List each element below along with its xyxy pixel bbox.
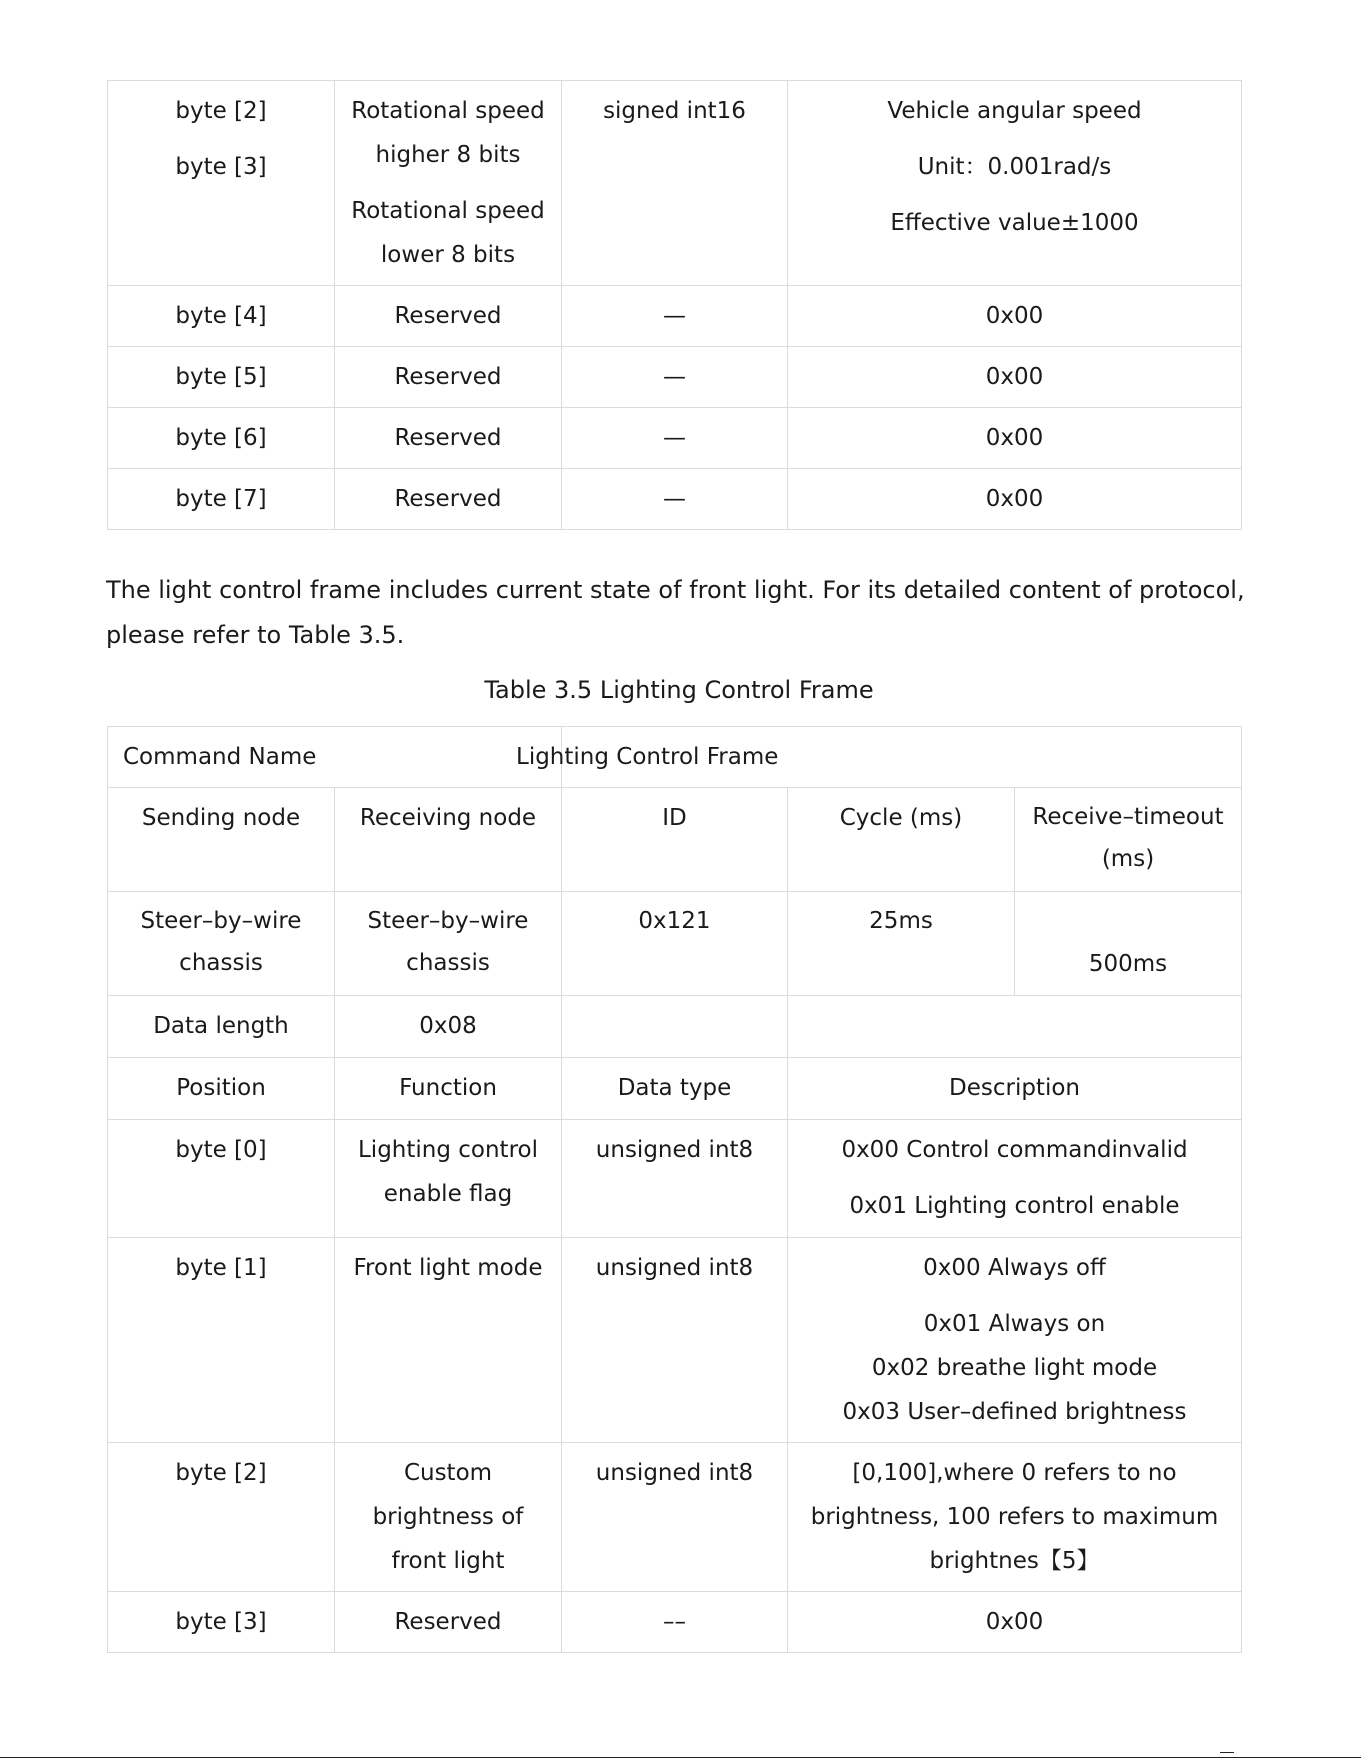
position-cell: byte [6] [108, 408, 335, 469]
table-row [108, 892, 1242, 996]
cycle-cell: 25ms [788, 892, 1015, 996]
function-header: Function [335, 1058, 562, 1120]
position-text: byte [3] [175, 154, 267, 180]
function-cell [335, 81, 562, 286]
table-row [108, 469, 1242, 530]
function-text: Rotational speed [351, 198, 545, 224]
data-type-cell: unsigned int8 [562, 1120, 788, 1238]
table-row [108, 727, 1242, 788]
position-cell: byte [5] [108, 347, 335, 408]
description-text: brightnes【5】 [929, 1548, 1100, 1574]
description-text: 0x00 Control commandinvalid [841, 1137, 1188, 1163]
id-header: ID [562, 788, 788, 892]
sending-node-header: Sending node [108, 788, 335, 892]
table-row [108, 408, 1242, 469]
receiving-node-cell [335, 892, 562, 996]
function-cell: Front light mode [335, 1238, 562, 1443]
empty-cell [788, 996, 1242, 1058]
function-text: Lighting control [357, 1137, 538, 1163]
command-name-label: Command Name [108, 727, 562, 788]
description-cell: 0x00 [788, 1592, 1242, 1653]
description-cell: 0x00 [788, 469, 1242, 530]
description-text: 0x00 Always off [923, 1255, 1106, 1281]
table-row [108, 1592, 1242, 1653]
receiving-node-header: Receiving node [335, 788, 562, 892]
data-length-label: Data length [108, 996, 335, 1058]
data-type-cell: — [562, 469, 788, 530]
description-text: Unit：0.001rad/s [917, 154, 1112, 180]
description-text: 0x01 Lighting control enable [849, 1193, 1180, 1219]
data-type-header: Data type [562, 1058, 788, 1120]
function-text: lower 8 bits [380, 242, 516, 268]
sending-node-text: Steer–by–wire [140, 908, 302, 934]
receive-timeout-header [1015, 788, 1242, 892]
id-cell: 0x121 [562, 892, 788, 996]
data-type-cell: — [562, 347, 788, 408]
data-type-cell: — [562, 408, 788, 469]
receive-timeout-cell: 500ms [1015, 892, 1242, 996]
function-text: higher 8 bits [375, 142, 521, 168]
function-cell: Reserved [335, 469, 562, 530]
description-text: Effective value±1000 [890, 210, 1139, 236]
description-cell [788, 1238, 1242, 1443]
empty-cell [562, 996, 788, 1058]
position-header: Position [108, 1058, 335, 1120]
data-type-cell: –– [562, 1592, 788, 1653]
command-name-text: Lighting Control Frame [516, 744, 779, 770]
function-cell: Reserved [335, 347, 562, 408]
description-text: brightness, 100 refers to maximum [810, 1504, 1219, 1530]
function-text: brightness of [372, 1504, 524, 1530]
position-cell: byte [0] [108, 1120, 335, 1238]
receive-timeout-text: (ms) [1101, 846, 1155, 872]
description-cell [788, 81, 1242, 286]
receiving-node-text: Steer–by–wire [367, 908, 529, 934]
function-text: Custom [403, 1460, 493, 1486]
position-cell: byte [3] [108, 1592, 335, 1653]
lighting-control-frame-table [107, 726, 1242, 1653]
table-row [108, 996, 1242, 1058]
description-text: 0x03 User–defined brightness [842, 1399, 1187, 1425]
table-row [108, 81, 1242, 286]
data-type-cell: — [562, 286, 788, 347]
position-cell [108, 81, 335, 286]
description-cell: 0x00 [788, 347, 1242, 408]
intro-paragraph: The light control frame includes current state of front light. For its detailed content of protocol, please refer to Table 3.5. [106, 576, 1245, 649]
description-text: Vehicle angular speed [887, 98, 1142, 124]
table-row [108, 1238, 1242, 1443]
function-text: front light [391, 1548, 505, 1574]
table-row [108, 347, 1242, 408]
position-cell: byte [2] [108, 1443, 335, 1592]
data-type-cell: unsigned int8 [562, 1238, 788, 1443]
function-cell: Reserved [335, 1592, 562, 1653]
page-footer-mark [1220, 1752, 1234, 1753]
description-cell [788, 1443, 1242, 1592]
command-name-value [516, 727, 1242, 788]
data-type-cell: signed int16 [562, 81, 788, 286]
function-text: Rotational speed [351, 98, 545, 124]
sending-node-text: chassis [179, 950, 263, 976]
function-cell: Reserved [335, 286, 562, 347]
page-footer-rule [0, 1757, 1361, 1758]
description-cell [788, 1120, 1242, 1238]
sending-node-cell [108, 892, 335, 996]
description-text: [0,100],where 0 refers to no [852, 1460, 1177, 1486]
table-row [108, 286, 1242, 347]
data-length-value: 0x08 [335, 996, 562, 1058]
position-cell: byte [4] [108, 286, 335, 347]
cycle-header: Cycle (ms) [788, 788, 1015, 892]
function-cell [335, 1120, 562, 1238]
table-row [108, 1443, 1242, 1592]
table-caption: Table 3.5 Lighting Control Frame [484, 676, 874, 704]
receive-timeout-text: Receive–timeout [1032, 804, 1224, 830]
receiving-node-text: chassis [406, 950, 490, 976]
description-cell: 0x00 [788, 286, 1242, 347]
position-cell: byte [1] [108, 1238, 335, 1443]
data-type-cell: unsigned int8 [562, 1443, 788, 1592]
description-text: 0x01 Always on [923, 1311, 1106, 1337]
function-cell [335, 1443, 562, 1592]
speed-frame-table-continued [107, 80, 1242, 530]
description-text: 0x02 breathe light mode [871, 1355, 1158, 1381]
table-row [108, 788, 1242, 892]
description-cell: 0x00 [788, 408, 1242, 469]
description-header: Description [788, 1058, 1242, 1120]
table-row [108, 1058, 1242, 1120]
table-row [108, 1120, 1242, 1238]
function-cell: Reserved [335, 408, 562, 469]
position-cell: byte [7] [108, 469, 335, 530]
position-text: byte [2] [175, 98, 267, 124]
function-text: enable flag [383, 1181, 513, 1207]
